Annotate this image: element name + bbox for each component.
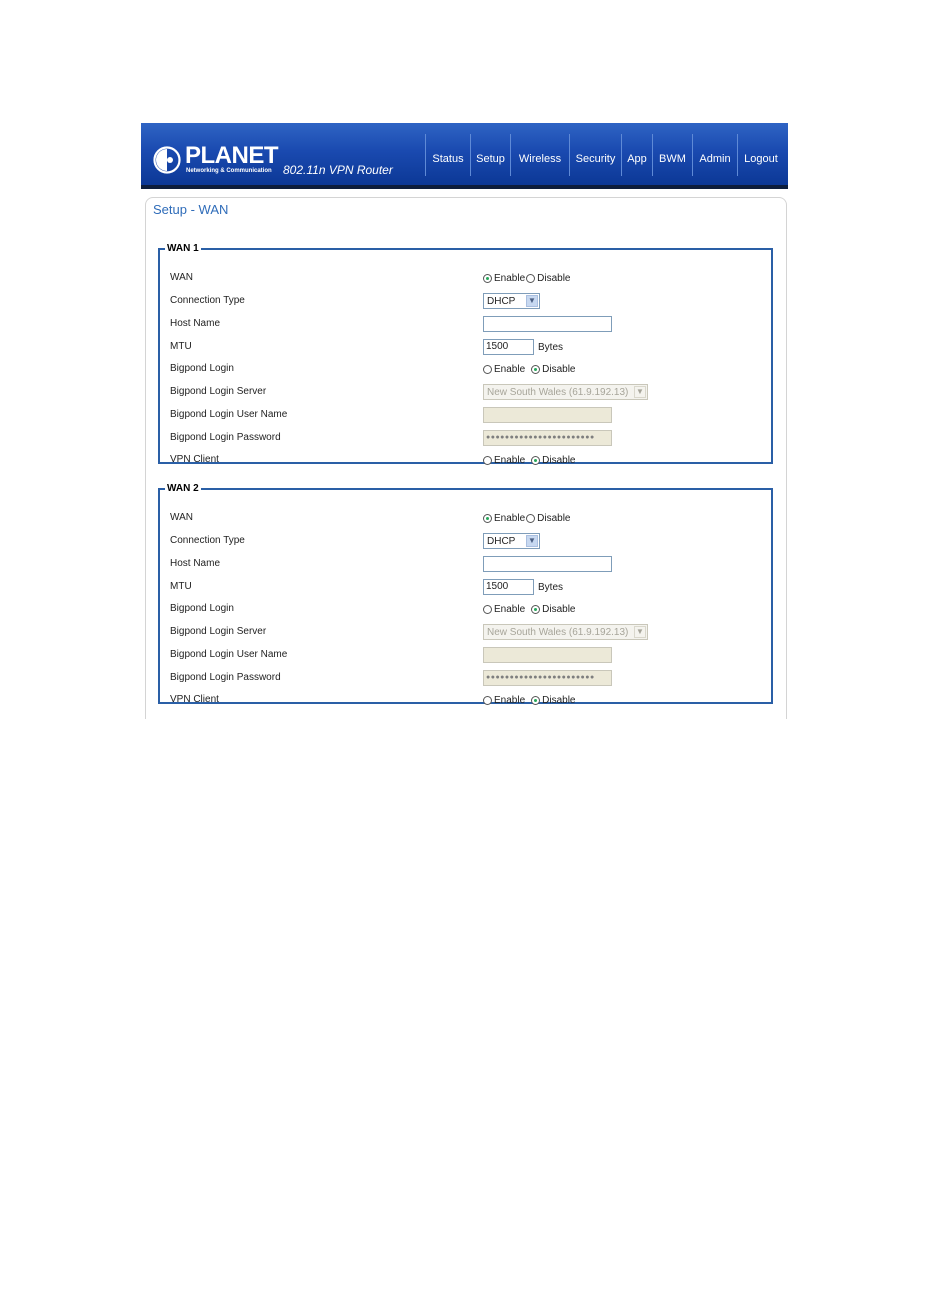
page-title: Setup - WAN xyxy=(153,202,229,217)
wan2-connection-type-select[interactable] xyxy=(483,533,540,549)
wan1-mtu-row xyxy=(170,337,760,357)
nav-setup[interactable]: Setup xyxy=(470,134,510,176)
nav-admin[interactable]: Admin xyxy=(692,134,737,176)
nav-bwm[interactable]: BWM xyxy=(652,134,692,176)
wan2-vpn-disable-radio[interactable] xyxy=(531,696,540,705)
wan2-bigpond-user-row xyxy=(170,645,760,665)
wan1-bigpond-password-label: Bigpond Login Password xyxy=(170,432,281,443)
wan1-disable-text: Disable xyxy=(537,272,571,284)
wan2-vpn-client-label: VPN Client xyxy=(170,694,219,705)
wan2-bigpond-password-row xyxy=(170,668,760,688)
wan1-bigpond-password-row xyxy=(170,428,760,448)
wan2-bigpond-enable-radio[interactable] xyxy=(483,605,492,614)
wan2-bigpond-password-label: Bigpond Login Password xyxy=(170,672,281,683)
wan1-host-name-label: Host Name xyxy=(170,318,221,329)
wan1-bigpond-user-row xyxy=(170,405,760,425)
header-bar xyxy=(141,123,788,185)
dropdown-arrow-icon: ▼ xyxy=(526,295,538,307)
wan2-mtu-label: MTU xyxy=(170,581,192,592)
wan2-bigpond-server-value: New South Wales (61.9.192.13) xyxy=(487,627,629,638)
wan1-bigpond-server-label: Bigpond Login Server xyxy=(170,386,267,397)
wan1-enable-text: Enable xyxy=(494,272,526,284)
planet-logo-icon xyxy=(153,146,181,174)
brand-tagline: Networking & Communication xyxy=(186,168,272,174)
wan1-enable-label: WAN xyxy=(170,272,193,283)
wan1-vpn-client-label: VPN Client xyxy=(170,454,219,465)
wan1-vpn-enable-text: Enable xyxy=(494,454,526,466)
wan2-section xyxy=(158,483,773,704)
wan2-enable-label: WAN xyxy=(170,512,193,523)
wan2-bigpond-disable-radio[interactable] xyxy=(531,605,540,614)
nav-status[interactable]: Status xyxy=(425,134,470,176)
wan2-disable-text: Disable xyxy=(537,512,571,524)
wan1-bigpond-server-value: New South Wales (61.9.192.13) xyxy=(487,387,629,398)
nav-app[interactable]: App xyxy=(621,134,652,176)
wan2-bigpond-server-select[interactable] xyxy=(483,624,648,640)
wan2-connection-type-row xyxy=(170,531,760,551)
nav-wireless[interactable]: Wireless xyxy=(510,134,569,176)
dropdown-arrow-icon: ▼ xyxy=(634,626,646,638)
wan1-mtu-unit: Bytes xyxy=(538,341,564,353)
wan1-connection-type-row xyxy=(170,291,760,311)
wan2-mtu-unit: Bytes xyxy=(538,581,564,593)
wan1-bigpond-user-input[interactable] xyxy=(483,407,612,423)
wan1-enable-radio[interactable] xyxy=(483,274,492,283)
wan2-bigpond-server-label: Bigpond Login Server xyxy=(170,626,267,637)
wan1-bigpond-login-label: Bigpond Login xyxy=(170,363,234,374)
wan2-connection-type-value: DHCP xyxy=(487,536,516,547)
wan2-bigpond-user-input[interactable] xyxy=(483,647,612,663)
nav-logout[interactable]: Logout xyxy=(737,134,784,176)
wan2-legend: WAN 2 xyxy=(167,483,199,494)
wan1-mtu-label: MTU xyxy=(170,341,192,352)
wan1-vpn-disable-radio[interactable] xyxy=(531,456,540,465)
wan1-bigpond-server-select[interactable] xyxy=(483,384,648,400)
wan2-vpn-disable-text: Disable xyxy=(542,694,576,706)
wan2-connection-type-label: Connection Type xyxy=(170,535,245,546)
wan2-disable-radio[interactable] xyxy=(526,514,535,523)
wan2-bigpond-login-row xyxy=(170,599,760,619)
wan1-bigpond-enable-radio[interactable] xyxy=(483,365,492,374)
wan2-bigpond-user-label: Bigpond Login User Name xyxy=(170,649,288,660)
wan1-bigpond-user-label: Bigpond Login User Name xyxy=(170,409,288,420)
wan2-host-name-row xyxy=(170,554,760,574)
wan1-vpn-enable-radio[interactable] xyxy=(483,456,492,465)
wan1-bigpond-password-input[interactable]: ●●●●●●●●●●●●●●●●●●●●●●● xyxy=(483,430,612,446)
wan2-bigpond-enable-text: Enable xyxy=(494,603,526,615)
wan1-bigpond-server-row xyxy=(170,382,760,402)
wan2-vpn-client-row xyxy=(170,690,760,710)
wan2-bigpond-login-label: Bigpond Login xyxy=(170,603,234,614)
wan2-bigpond-server-row xyxy=(170,622,760,642)
wan1-host-name-input[interactable] xyxy=(483,316,612,332)
wan2-host-name-input[interactable] xyxy=(483,556,612,572)
main-nav xyxy=(425,134,784,176)
dropdown-arrow-icon: ▼ xyxy=(634,386,646,398)
brand-name: PLANET xyxy=(185,142,278,169)
wan2-bigpond-password-input[interactable]: ●●●●●●●●●●●●●●●●●●●●●●● xyxy=(483,670,612,686)
wan1-section xyxy=(158,243,773,464)
router-admin-screen xyxy=(141,123,788,719)
wan2-vpn-enable-text: Enable xyxy=(494,694,526,706)
wan1-vpn-client-row xyxy=(170,450,760,470)
dropdown-arrow-icon: ▼ xyxy=(526,535,538,547)
wan1-connection-type-label: Connection Type xyxy=(170,295,245,306)
wan2-vpn-enable-radio[interactable] xyxy=(483,696,492,705)
wan2-mtu-input[interactable]: 1500 xyxy=(483,579,534,595)
wan1-disable-radio[interactable] xyxy=(526,274,535,283)
wan1-connection-type-value: DHCP xyxy=(487,296,516,307)
product-name: 802.11n VPN Router xyxy=(283,163,393,177)
nav-security[interactable]: Security xyxy=(569,134,621,176)
wan1-connection-type-select[interactable] xyxy=(483,293,540,309)
wan2-mtu-row xyxy=(170,577,760,597)
wan1-host-name-row xyxy=(170,314,760,334)
wan1-legend: WAN 1 xyxy=(167,243,199,254)
wan1-vpn-disable-text: Disable xyxy=(542,454,576,466)
wan1-bigpond-login-row xyxy=(170,359,760,379)
wan1-bigpond-disable-radio[interactable] xyxy=(531,365,540,374)
wan2-enable-row xyxy=(170,508,760,528)
wan1-mtu-input[interactable]: 1500 xyxy=(483,339,534,355)
wan2-enable-radio[interactable] xyxy=(483,514,492,523)
wan2-enable-text: Enable xyxy=(494,512,526,524)
wan1-bigpond-enable-text: Enable xyxy=(494,363,526,375)
header-divider xyxy=(141,185,788,189)
wan2-host-name-label: Host Name xyxy=(170,558,221,569)
wan1-bigpond-disable-text: Disable xyxy=(542,363,576,375)
wan1-enable-row xyxy=(170,268,760,288)
wan2-bigpond-disable-text: Disable xyxy=(542,603,576,615)
